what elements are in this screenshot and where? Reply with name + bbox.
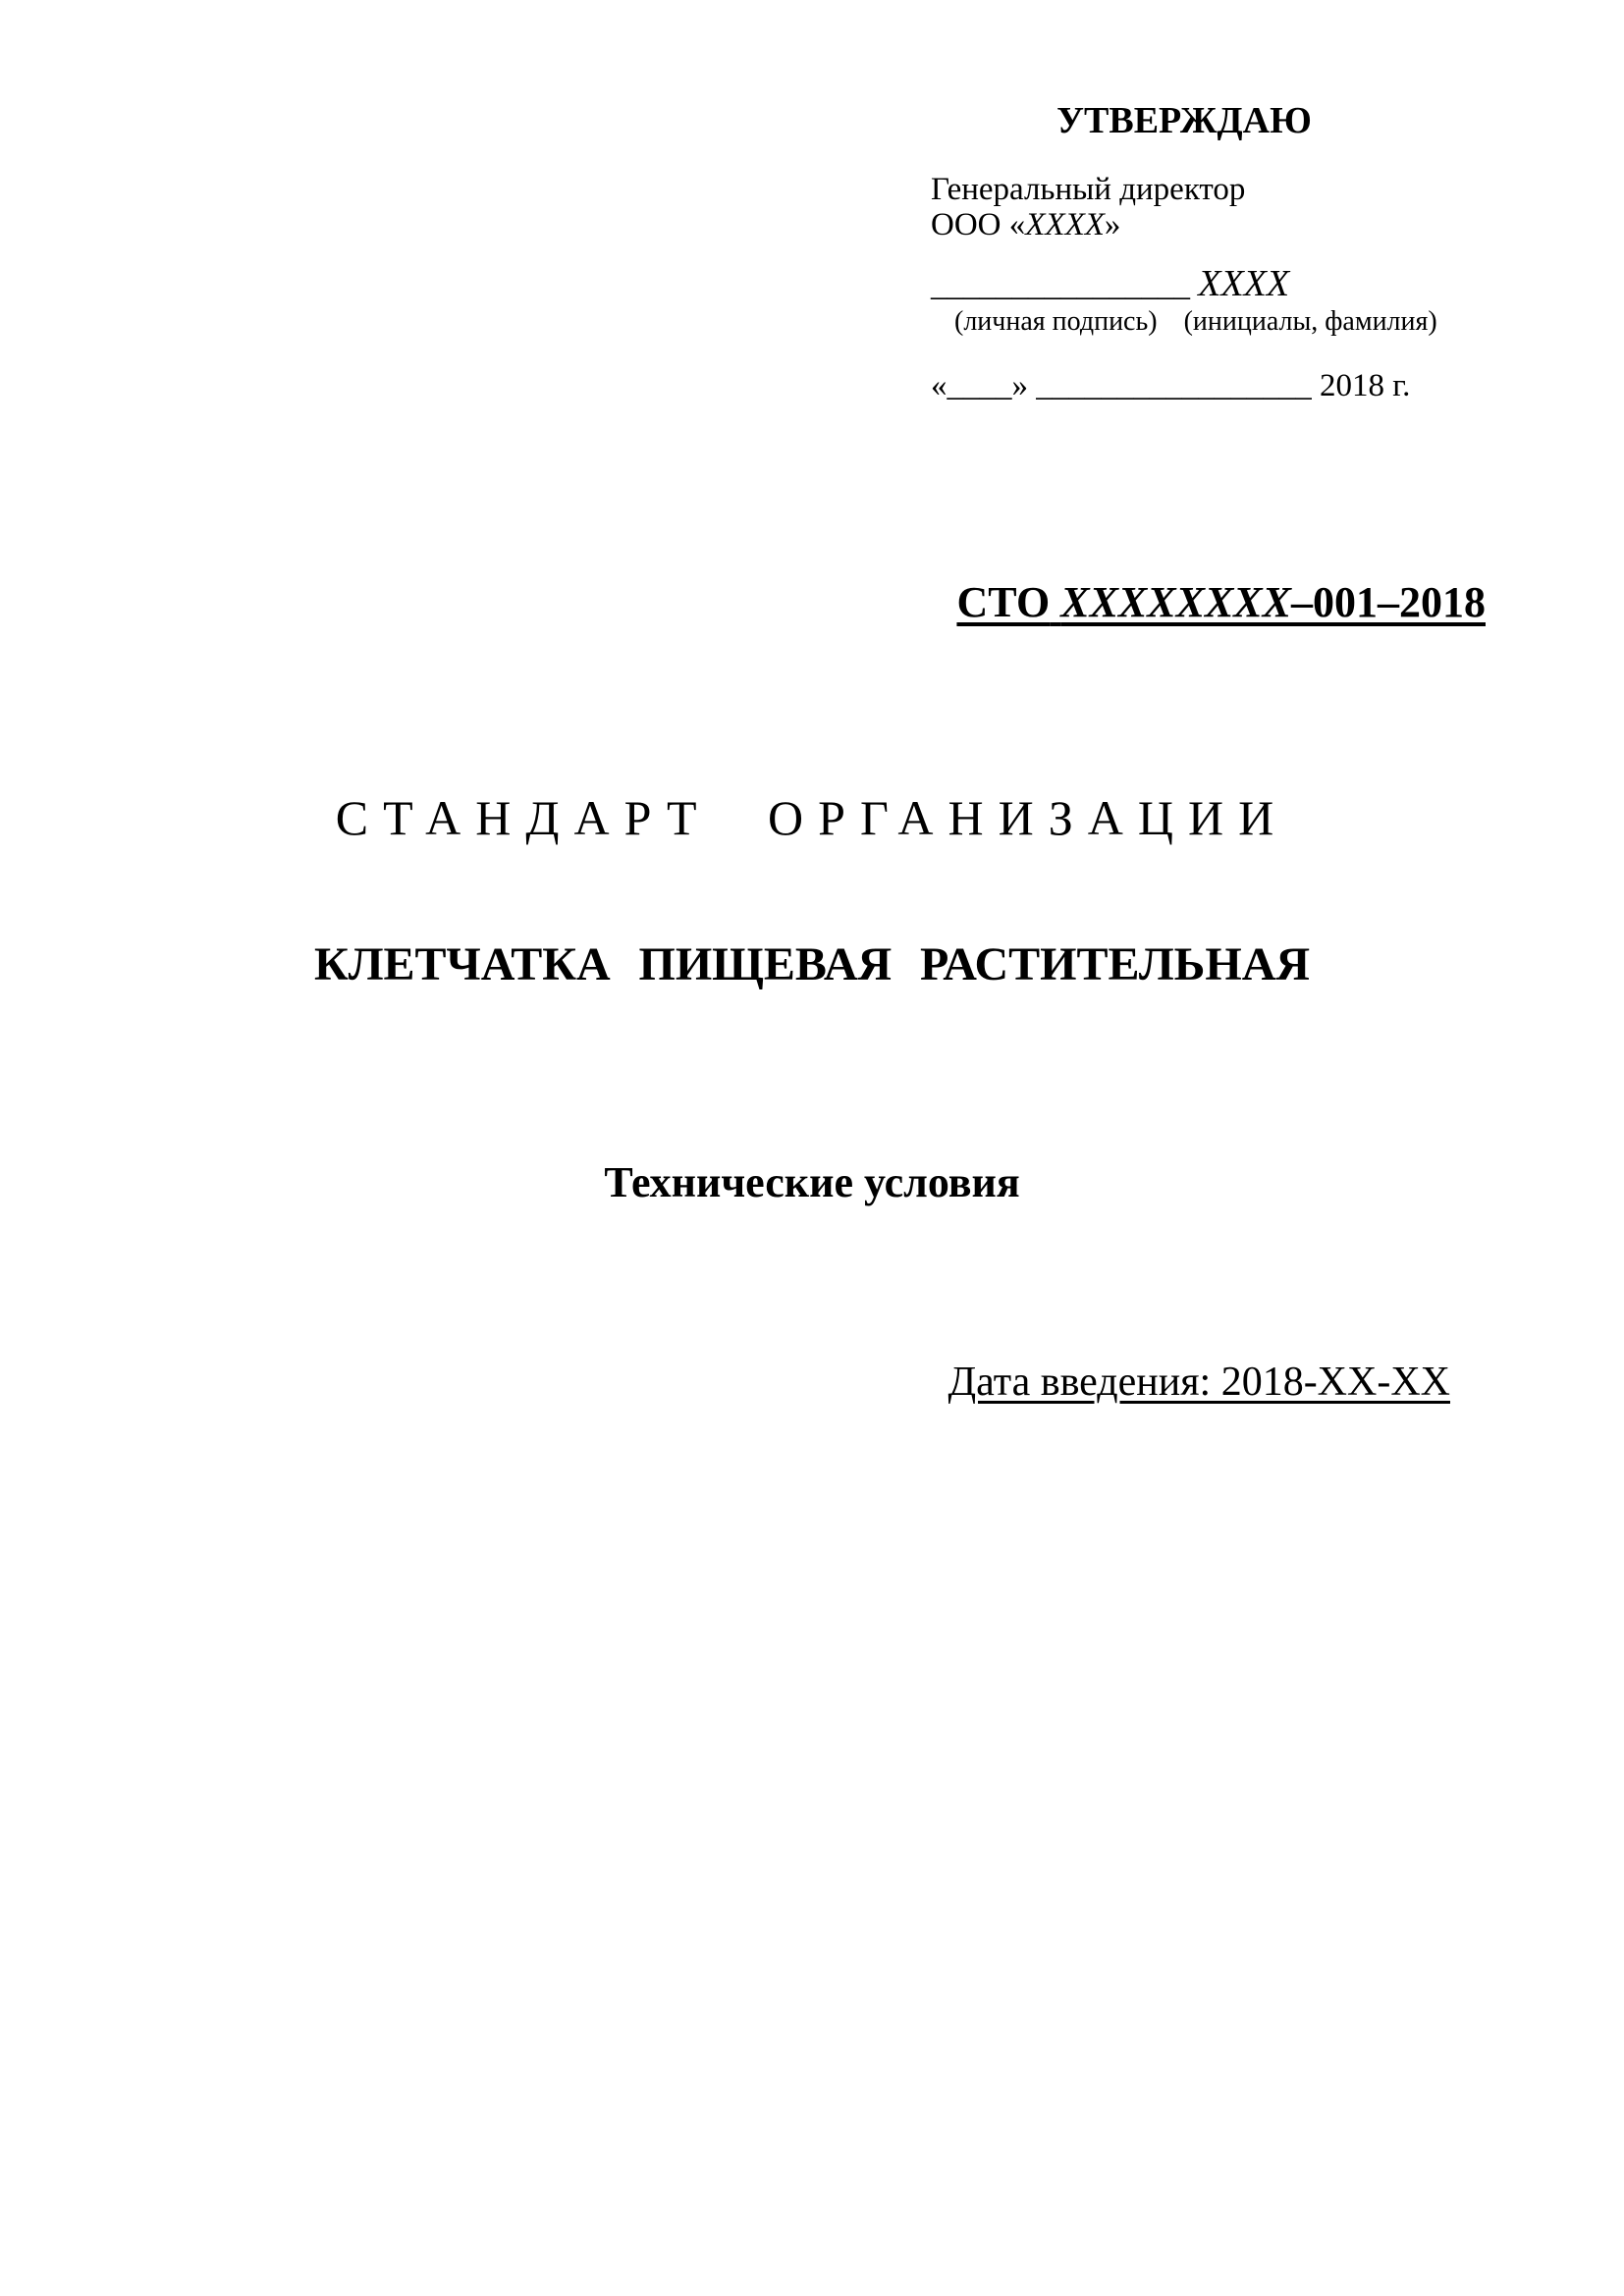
director-title-line: Генеральный директор (931, 172, 1246, 207)
year-label: 2018 г. (1320, 368, 1411, 403)
designation-prefix: СТО (956, 578, 1051, 626)
initials-surname-hint: (инициалы, фамилия) (1183, 306, 1437, 337)
signature-line (931, 264, 1481, 305)
signature-hints-line (931, 307, 1481, 337)
effective-date-line: Дата введения: 2018-ХХ-ХХ (947, 1360, 1450, 1405)
approval-heading: УТВЕРЖДАЮ (1056, 100, 1312, 141)
standard-designation (956, 578, 1486, 626)
designation-org-placeholder: ХХХХХХХХ (1060, 578, 1291, 626)
document-subtitle: Технические условия (604, 1158, 1020, 1206)
document-type-heading: СТАНДАРТ ОРГАНИЗАЦИИ (335, 790, 1289, 845)
signature-blank: ________________ (931, 268, 1190, 303)
company-prefix: ООО « (931, 207, 1026, 242)
signatory-name-placeholder: ХХХХ (1198, 263, 1290, 304)
approval-date-line (931, 366, 1481, 405)
month-blank: _________________ (1036, 368, 1312, 403)
product-title: КЛЕТЧАТКА ПИЩЕВАЯ РАСТИТЕЛЬНАЯ (313, 938, 1311, 990)
day-blank: «____» (931, 368, 1028, 403)
approval-block (931, 101, 1481, 405)
company-line (931, 207, 1481, 242)
personal-signature-hint: (личная подпись) (954, 306, 1158, 337)
company-name-placeholder: ХХХХ (1025, 207, 1105, 242)
company-suffix: » (1104, 207, 1121, 242)
designation-suffix: –001–2018 (1291, 578, 1486, 626)
